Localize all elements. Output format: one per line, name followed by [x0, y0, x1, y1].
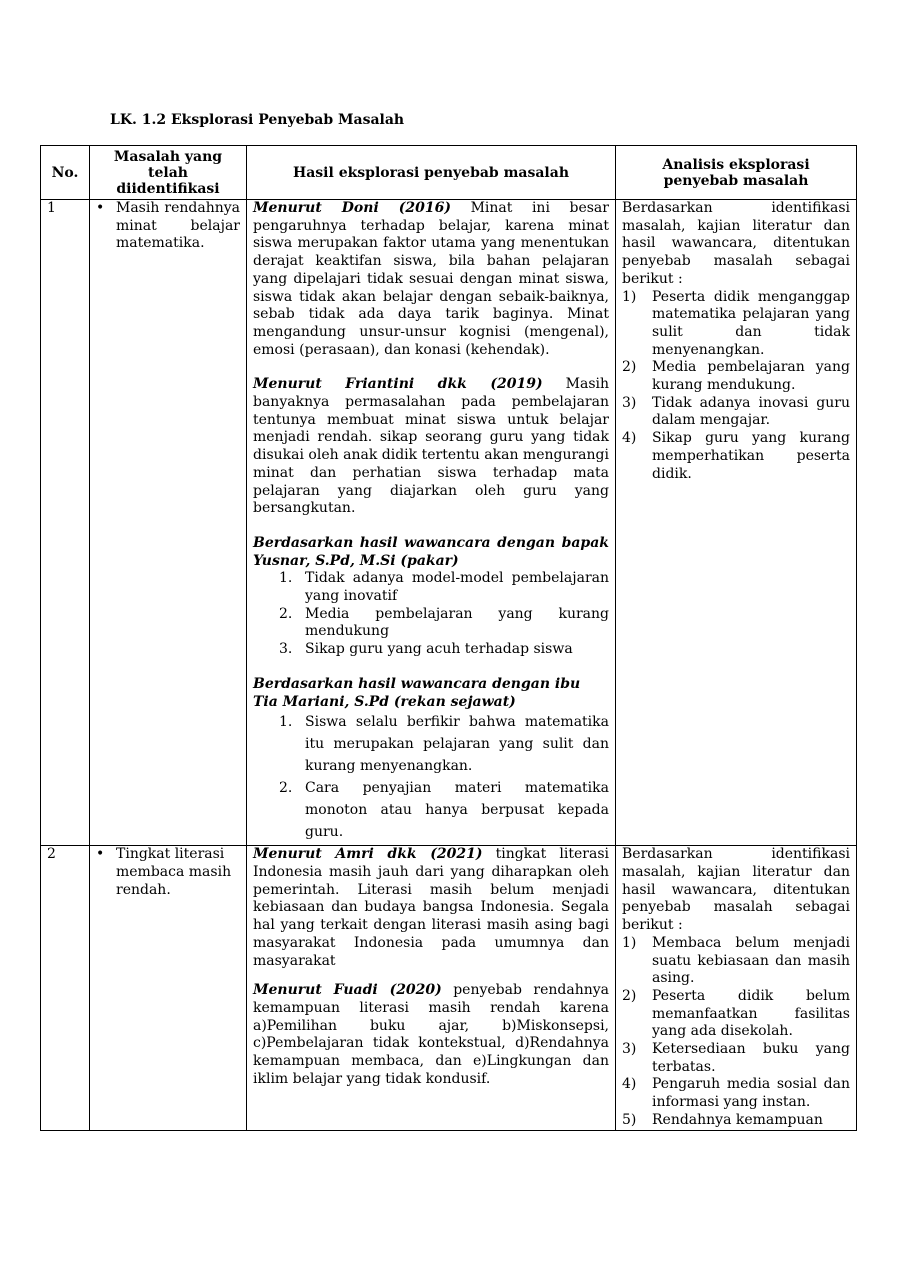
exploration-paragraph: [253, 676, 609, 843]
row-number: 2: [41, 846, 90, 1130]
page-title: LK. 1.2 Eksplorasi Penyebab Masalah: [110, 112, 405, 128]
list-item: 1) Membaca belum menjadi suatu kebiasaan dan masih asing.: [622, 934, 850, 987]
citation-text: penyebab rendahnya kemampuan literasi masih rendah karena a)Pemilihan buku ajar, b)Miskonsepsi, c)Pembelajaran tidak kontekstual, d)Rendahnya kemampuan membaca, dan e)Lingkungan dan iklim belajar yang tidak kondusif.: [253, 982, 609, 1087]
header-hasil: Hasil eksplorasi penyebab masalah: [247, 146, 616, 200]
analysis-list: [622, 935, 850, 1130]
interview-lead: Berdasarkan hasil wawancara dengan bapak Yusnar, S.Pd, M.Si (pakar): [253, 534, 609, 569]
list-item: 2) Media pembelajaran yang kurang mendukung.: [622, 359, 850, 394]
table-row: [41, 846, 857, 1130]
analysis-cell: [616, 200, 857, 846]
exploration-paragraph: [253, 982, 609, 1088]
analysis-intro: Berdasarkan identifikasi masalah, kajian literatur dan hasil wawancara, ditentukan penyebab masalah sebagai berikut :: [622, 846, 850, 934]
exploration-paragraph: [253, 846, 609, 970]
exploration-table: [40, 145, 857, 1131]
exploration-paragraph: [253, 376, 609, 518]
list-item: 3) Tidak adanya inovasi guru dalam mengajar.: [622, 394, 850, 429]
list-item: 1. Tidak adanya model-model pembelajaran yang inovatif: [279, 570, 609, 605]
analysis-intro: Berdasarkan identifikasi masalah, kajian literatur dan hasil wawancara, ditentukan penyebab masalah sebagai berikut :: [622, 200, 850, 287]
list-item: 1) Peserta didik menganggap matematika pelajaran yang sulit dan tidak menyenangkan.: [622, 288, 850, 358]
list-item: 2) Peserta didik belum memanfaatkan fasilitas yang ada disekolah.: [622, 987, 850, 1040]
analysis-list: [622, 289, 850, 484]
list-item: 3) Ketersediaan buku yang terbatas.: [622, 1041, 850, 1075]
citation-lead: Menurut Fuadi (2020): [253, 982, 442, 999]
header-no: No.: [41, 146, 90, 200]
list-item: 4) Sikap guru yang kurang memperhatikan peserta didik.: [622, 430, 850, 482]
list-item: 2. Media pembelajaran yang kurang mendukung: [279, 605, 609, 640]
bullet-icon: •: [96, 846, 105, 863]
exploration-paragraph: [253, 200, 609, 359]
problem-cell: [90, 846, 247, 1130]
list-item: 5) Rendahnya kemampuan: [622, 1111, 823, 1128]
table-header-row: [41, 146, 857, 200]
problem-text: Masih rendahnya minat belajar matematika.: [116, 200, 240, 252]
citation-text: Minat ini besar pengaruhnya terhadap belajar, karena minat siswa merupakan faktor utama yang menentukan derajat keaktifan siswa, bila bahan pelajaran yang dipelajari tidak sesuai dengan minat siswa, siswa tidak akan belajar dengan sebaik-baiknya, sebab tidak ada daya tarik baginya. Minat mengandung unsur-unsur kognisi (mengenal), emosi (perasaan), dan konasi (kehendak).: [253, 200, 609, 358]
list-item: 4) Pengaruh media sosial dan informasi yang instan.: [622, 1076, 850, 1111]
header-masalah: Masalah yang telah diidentifikasi: [90, 146, 247, 200]
analysis-cell: [616, 846, 857, 1130]
exploration-paragraph: [253, 535, 609, 659]
list-item: 1. Siswa selalu berfikir bahwa matematika itu merupakan pelajaran yang sulit dan kurang menyenangkan.: [279, 714, 609, 775]
problem-cell: [90, 200, 247, 846]
list-item: 3. Sikap guru yang acuh terhadap siswa: [279, 641, 573, 658]
interview-list: [253, 570, 609, 659]
citation-lead: Menurut Amri dkk (2021): [253, 846, 483, 863]
row-number: 1: [41, 200, 90, 846]
interview-list: [253, 711, 609, 843]
header-analisis: Analisis eksplorasi penyebab masalah: [616, 146, 857, 200]
citation-text: tingkat literasi Indonesia masih jauh dari yang diharapkan oleh pemerintah. Literasi masih belum menjadi kebiasaan dan budaya bangsa Indonesia. Segala hal yang terkait dengan literasi masih asing bagi masyarakat Indonesia pada umumnya dan masyarakat: [253, 846, 609, 969]
table-row: [41, 200, 857, 846]
exploration-cell: [247, 200, 616, 846]
list-item: 2. Cara penyajian materi matematika monoton atau hanya berpusat kepada guru.: [279, 780, 609, 841]
problem-text: Tingkat literasi membaca masih rendah.: [116, 846, 232, 898]
citation-lead: Menurut Friantini dkk (2019): [253, 376, 543, 393]
interview-lead: Berdasarkan hasil wawancara dengan ibu Tia Mariani, S.Pd (rekan sejawat): [253, 675, 581, 710]
exploration-cell: [247, 846, 616, 1130]
citation-lead: Menurut Doni (2016): [253, 200, 451, 216]
citation-text: Masih banyaknya permasalahan pada pembelajaran tentunya membuat minat siswa untuk belajar menjadi rendah. sikap seorang guru yang tidak disukai oleh anak didik tertentu akan mengurangi minat dan perhatian siswa terhadap mata pelajaran yang diajarkan oleh guru yang bersangkutan.: [253, 376, 610, 517]
bullet-icon: •: [96, 200, 105, 216]
